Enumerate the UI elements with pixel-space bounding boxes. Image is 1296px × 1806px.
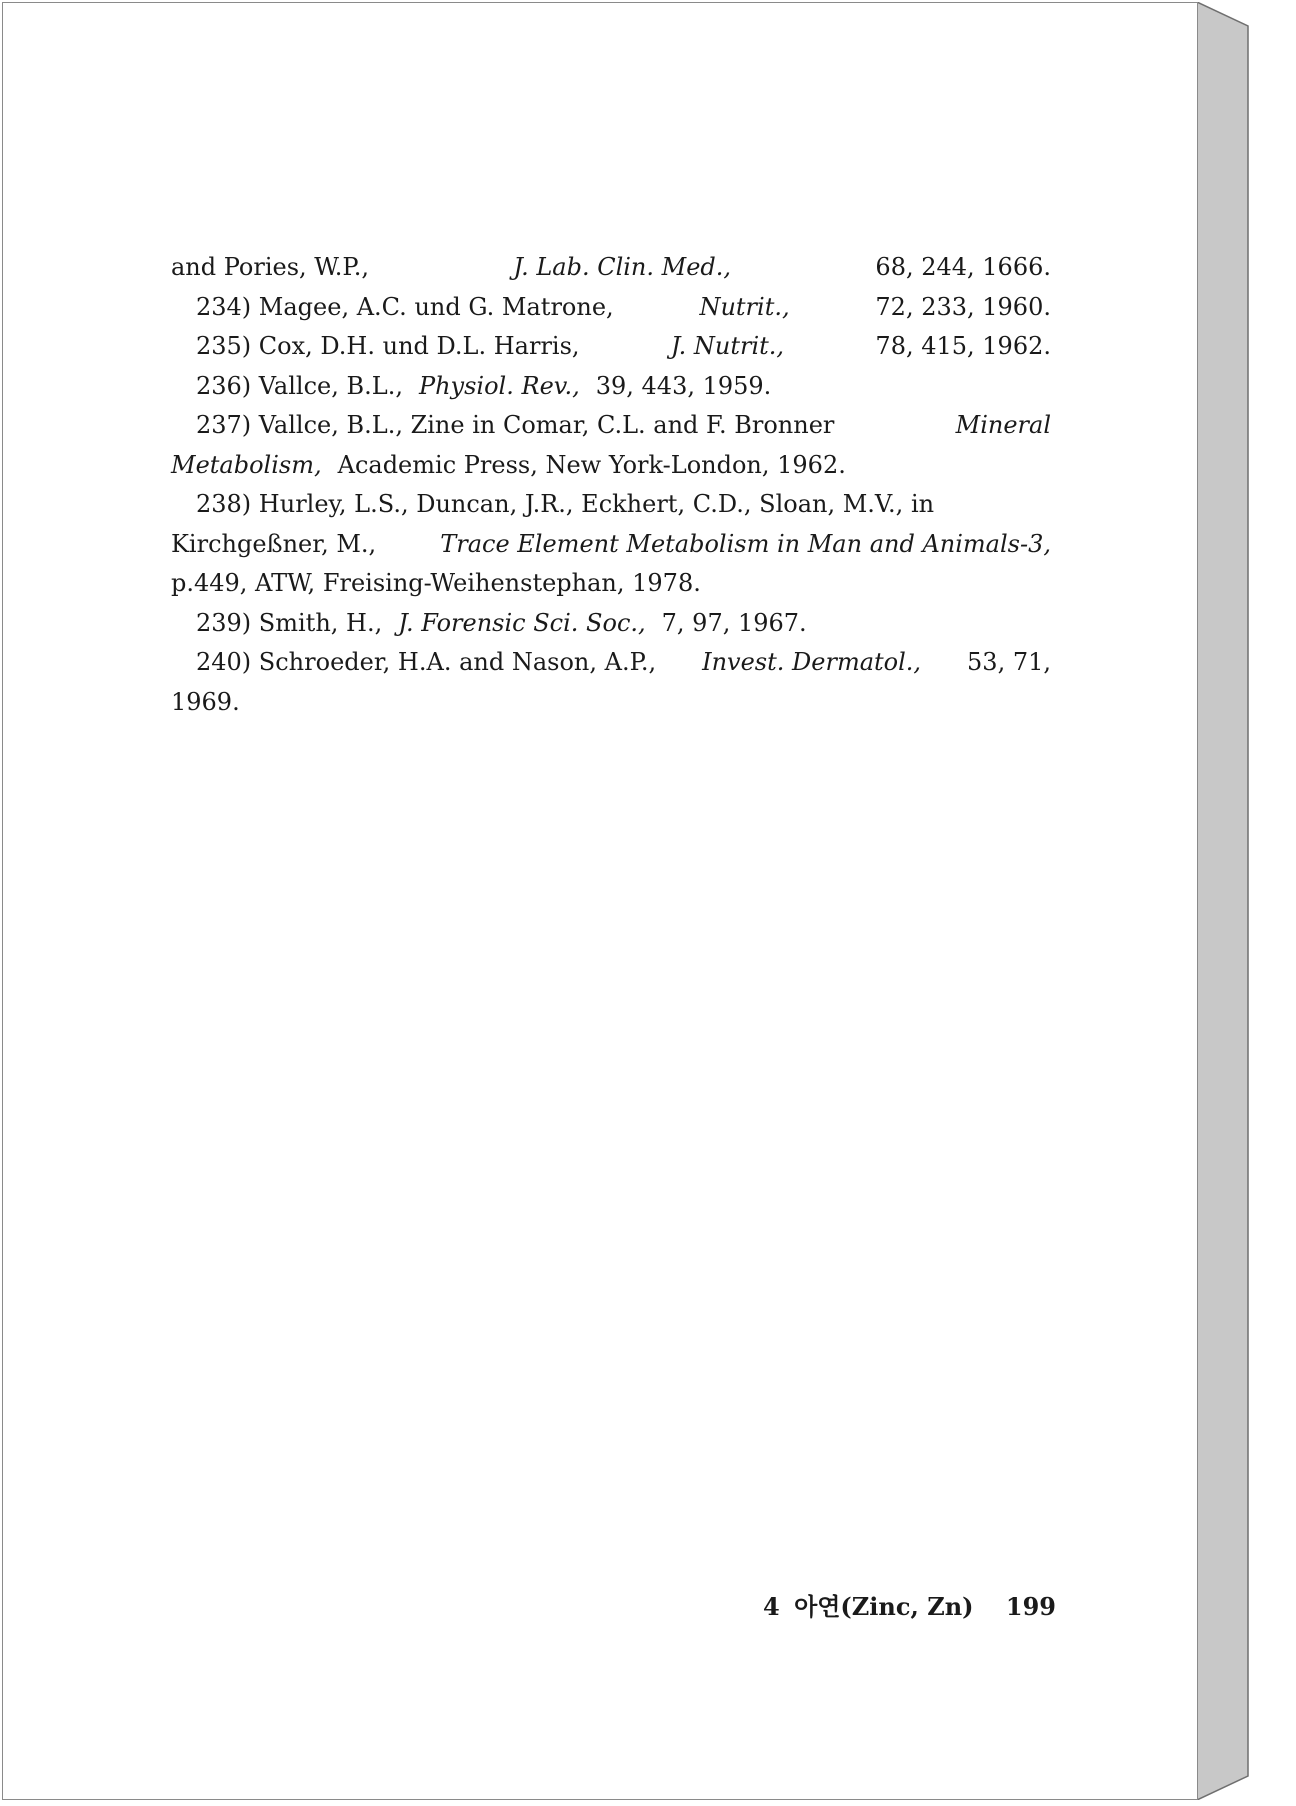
book-page xyxy=(2,2,1198,1800)
reference-237 xyxy=(171,406,1051,485)
reference-235 xyxy=(171,327,1051,367)
reference-234 xyxy=(171,288,1051,328)
page-number: 199 xyxy=(1005,1592,1056,1621)
reference-240 xyxy=(171,643,1051,722)
reference-236 xyxy=(171,367,1051,407)
reference-line: Kirchgeßner, M., Trace Element Metabolism in Man and Animals-3, xyxy=(171,529,1051,558)
reference-line: 237) Vallce, B.L., Zine in Comar, C.L. and F. Bronner Mineral xyxy=(196,411,1051,439)
reference-239 xyxy=(171,604,1051,644)
reference-line: and Pories, W.P., J. Lab. Clin. Med., 68, 244, 1666. xyxy=(171,253,1051,281)
chapter-number: 4 xyxy=(763,1592,780,1621)
chapter-title: 아연(Zinc, Zn) xyxy=(794,1592,974,1621)
book-spine xyxy=(1197,2,1250,1800)
reference-238 xyxy=(171,485,1051,604)
reference-line: Metabolism, Academic Press, New York-London, 1962. xyxy=(171,450,846,479)
reference-line: 239) Smith, H., J. Forensic Sci. Soc., 7, 97, 1967. xyxy=(196,608,807,637)
reference-line: 1969. xyxy=(171,687,240,716)
reference-line: 235) Cox, D.H. und D.L. Harris, J. Nutrit., 78, 415, 1962. xyxy=(196,332,1051,360)
reference-list xyxy=(171,248,1051,722)
reference-line: 234) Magee, A.C. und G. Matrone, Nutrit., 72, 233, 1960. xyxy=(196,292,1051,321)
running-footer xyxy=(763,1587,1062,1622)
reference-line: p.449, ATW, Freising-Weihenstephan, 1978. xyxy=(171,569,701,597)
reference-line: 236) Vallce, B.L., Physiol. Rev., 39, 443, 1959. xyxy=(196,371,772,400)
reference-line: 240) Schroeder, H.A. and Nason, A.P., Invest. Dermatol., 53, 71, xyxy=(196,648,1051,676)
reference-line: 238) Hurley, L.S., Duncan, J.R., Eckhert, C.D., Sloan, M.V., in xyxy=(196,490,935,518)
reference-233-continuation xyxy=(171,248,1051,288)
